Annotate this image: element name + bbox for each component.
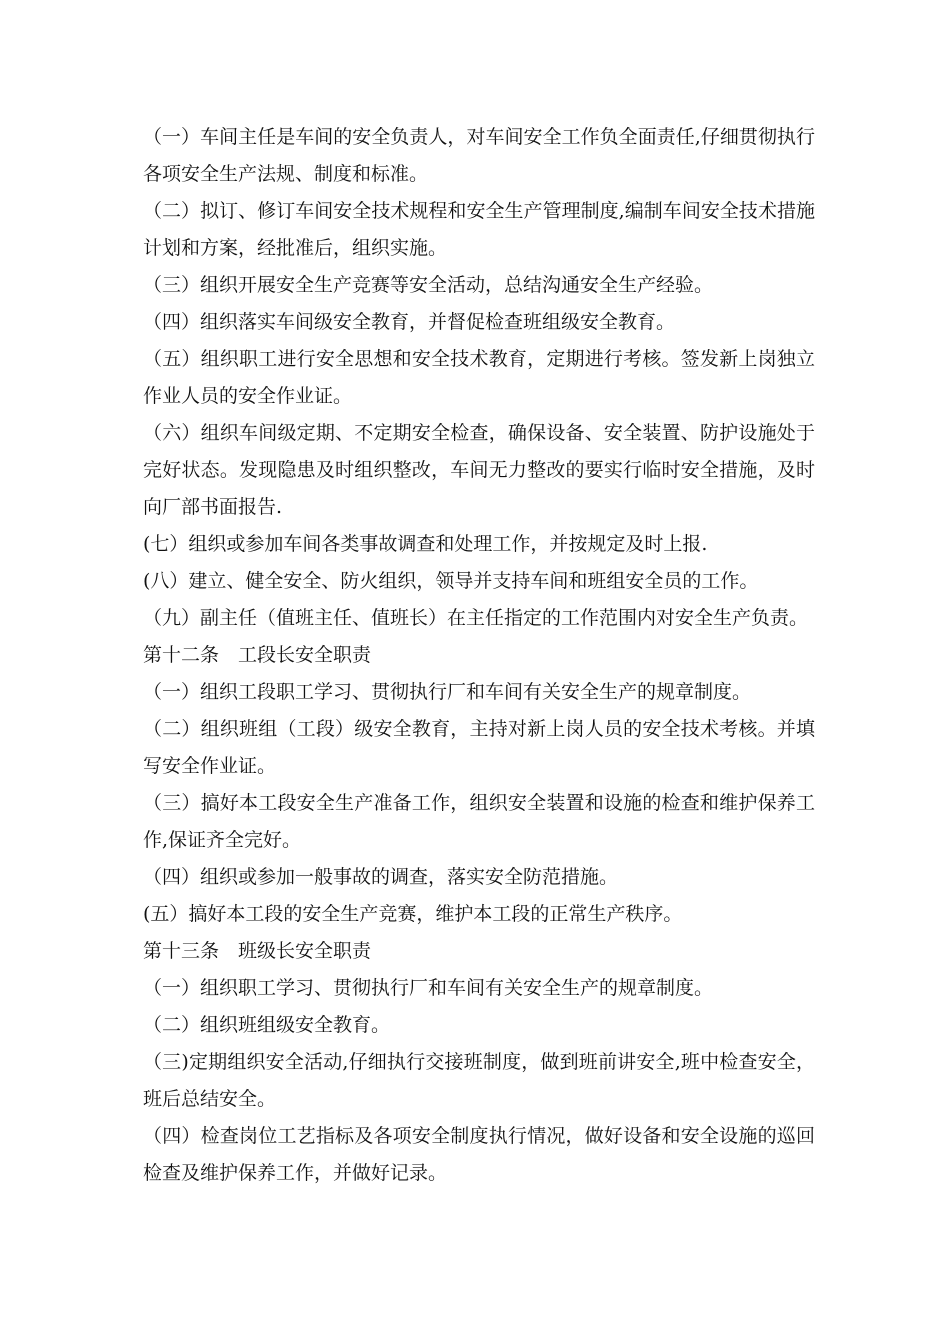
- paragraph: （四）组织或参加一般事故的调查，落实安全防范措施。: [143, 866, 619, 888]
- paragraph: （六）组织车间级定期、不定期安全检查，确保设备、安全装置、防护设施处于完好状态。发现隐患及时组织整改，车间无力整改的要实行临时安全措施，及时向厂部书面报告.: [143, 422, 815, 518]
- paragraph: （九）副主任（值班主任、值班长）在主任指定的工作范围内对安全生产负责。: [143, 607, 809, 629]
- paragraph: （四）检查岗位工艺指标及各项安全制度执行情况，做好设备和安全设施的巡回检查及维护保养工作，并做好记录。: [143, 1125, 815, 1184]
- paragraph: （一）组织职工学习、贯彻执行厂和车间有关安全生产的规章制度。: [143, 977, 714, 999]
- paragraph: (八）建立、健全安全、防火组织，领导并支持车间和班组安全员的工作。: [143, 570, 759, 592]
- section-heading: 第十三条 班级长安全职责: [143, 940, 372, 962]
- paragraph: （三)定期组织安全活动,仔细执行交接班制度，做到班前讲安全,班中检查安全，班后总结安全。: [143, 1051, 815, 1110]
- document-body: [143, 119, 815, 1192]
- paragraph: （二）组织班组（工段）级安全教育，主持对新上岗人员的安全技术考核。并填写安全作业证。: [143, 718, 815, 777]
- paragraph: (五）搞好本工段的安全生产竞赛，维护本工段的正常生产秩序。: [143, 903, 683, 925]
- paragraph: （二）拟订、修订车间安全技术规程和安全生产管理制度,编制车间安全技术措施计划和方案，经批准后，组织实施。: [143, 200, 815, 259]
- paragraph: （三）搞好本工段安全生产准备工作，组织安全装置和设施的检查和维护保养工作,保证齐全完好。: [143, 792, 815, 851]
- paragraph: （一）组织工段职工学习、贯彻执行厂和车间有关安全生产的规章制度。: [143, 681, 752, 703]
- paragraph: （二）组织班组级安全教育。: [143, 1014, 391, 1036]
- paragraph: （五）组织职工进行安全思想和安全技术教育，定期进行考核。签发新上岗独立作业人员的安全作业证。: [143, 348, 815, 407]
- paragraph: （四）组织落实车间级安全教育，并督促检查班组级安全教育。: [143, 311, 676, 333]
- section-heading: 第十二条 工段长安全职责: [143, 644, 372, 666]
- paragraph: (七）组织或参加车间各类事故调查和处理工作，并按规定及时上报.: [143, 533, 708, 555]
- paragraph: （一）车间主任是车间的安全负责人，对车间安全工作负全面责任,仔细贯彻执行各项安全生产法规、制度和标准。: [143, 126, 815, 185]
- paragraph: （三）组织开展安全生产竞赛等安全活动，总结沟通安全生产经验。: [143, 274, 714, 296]
